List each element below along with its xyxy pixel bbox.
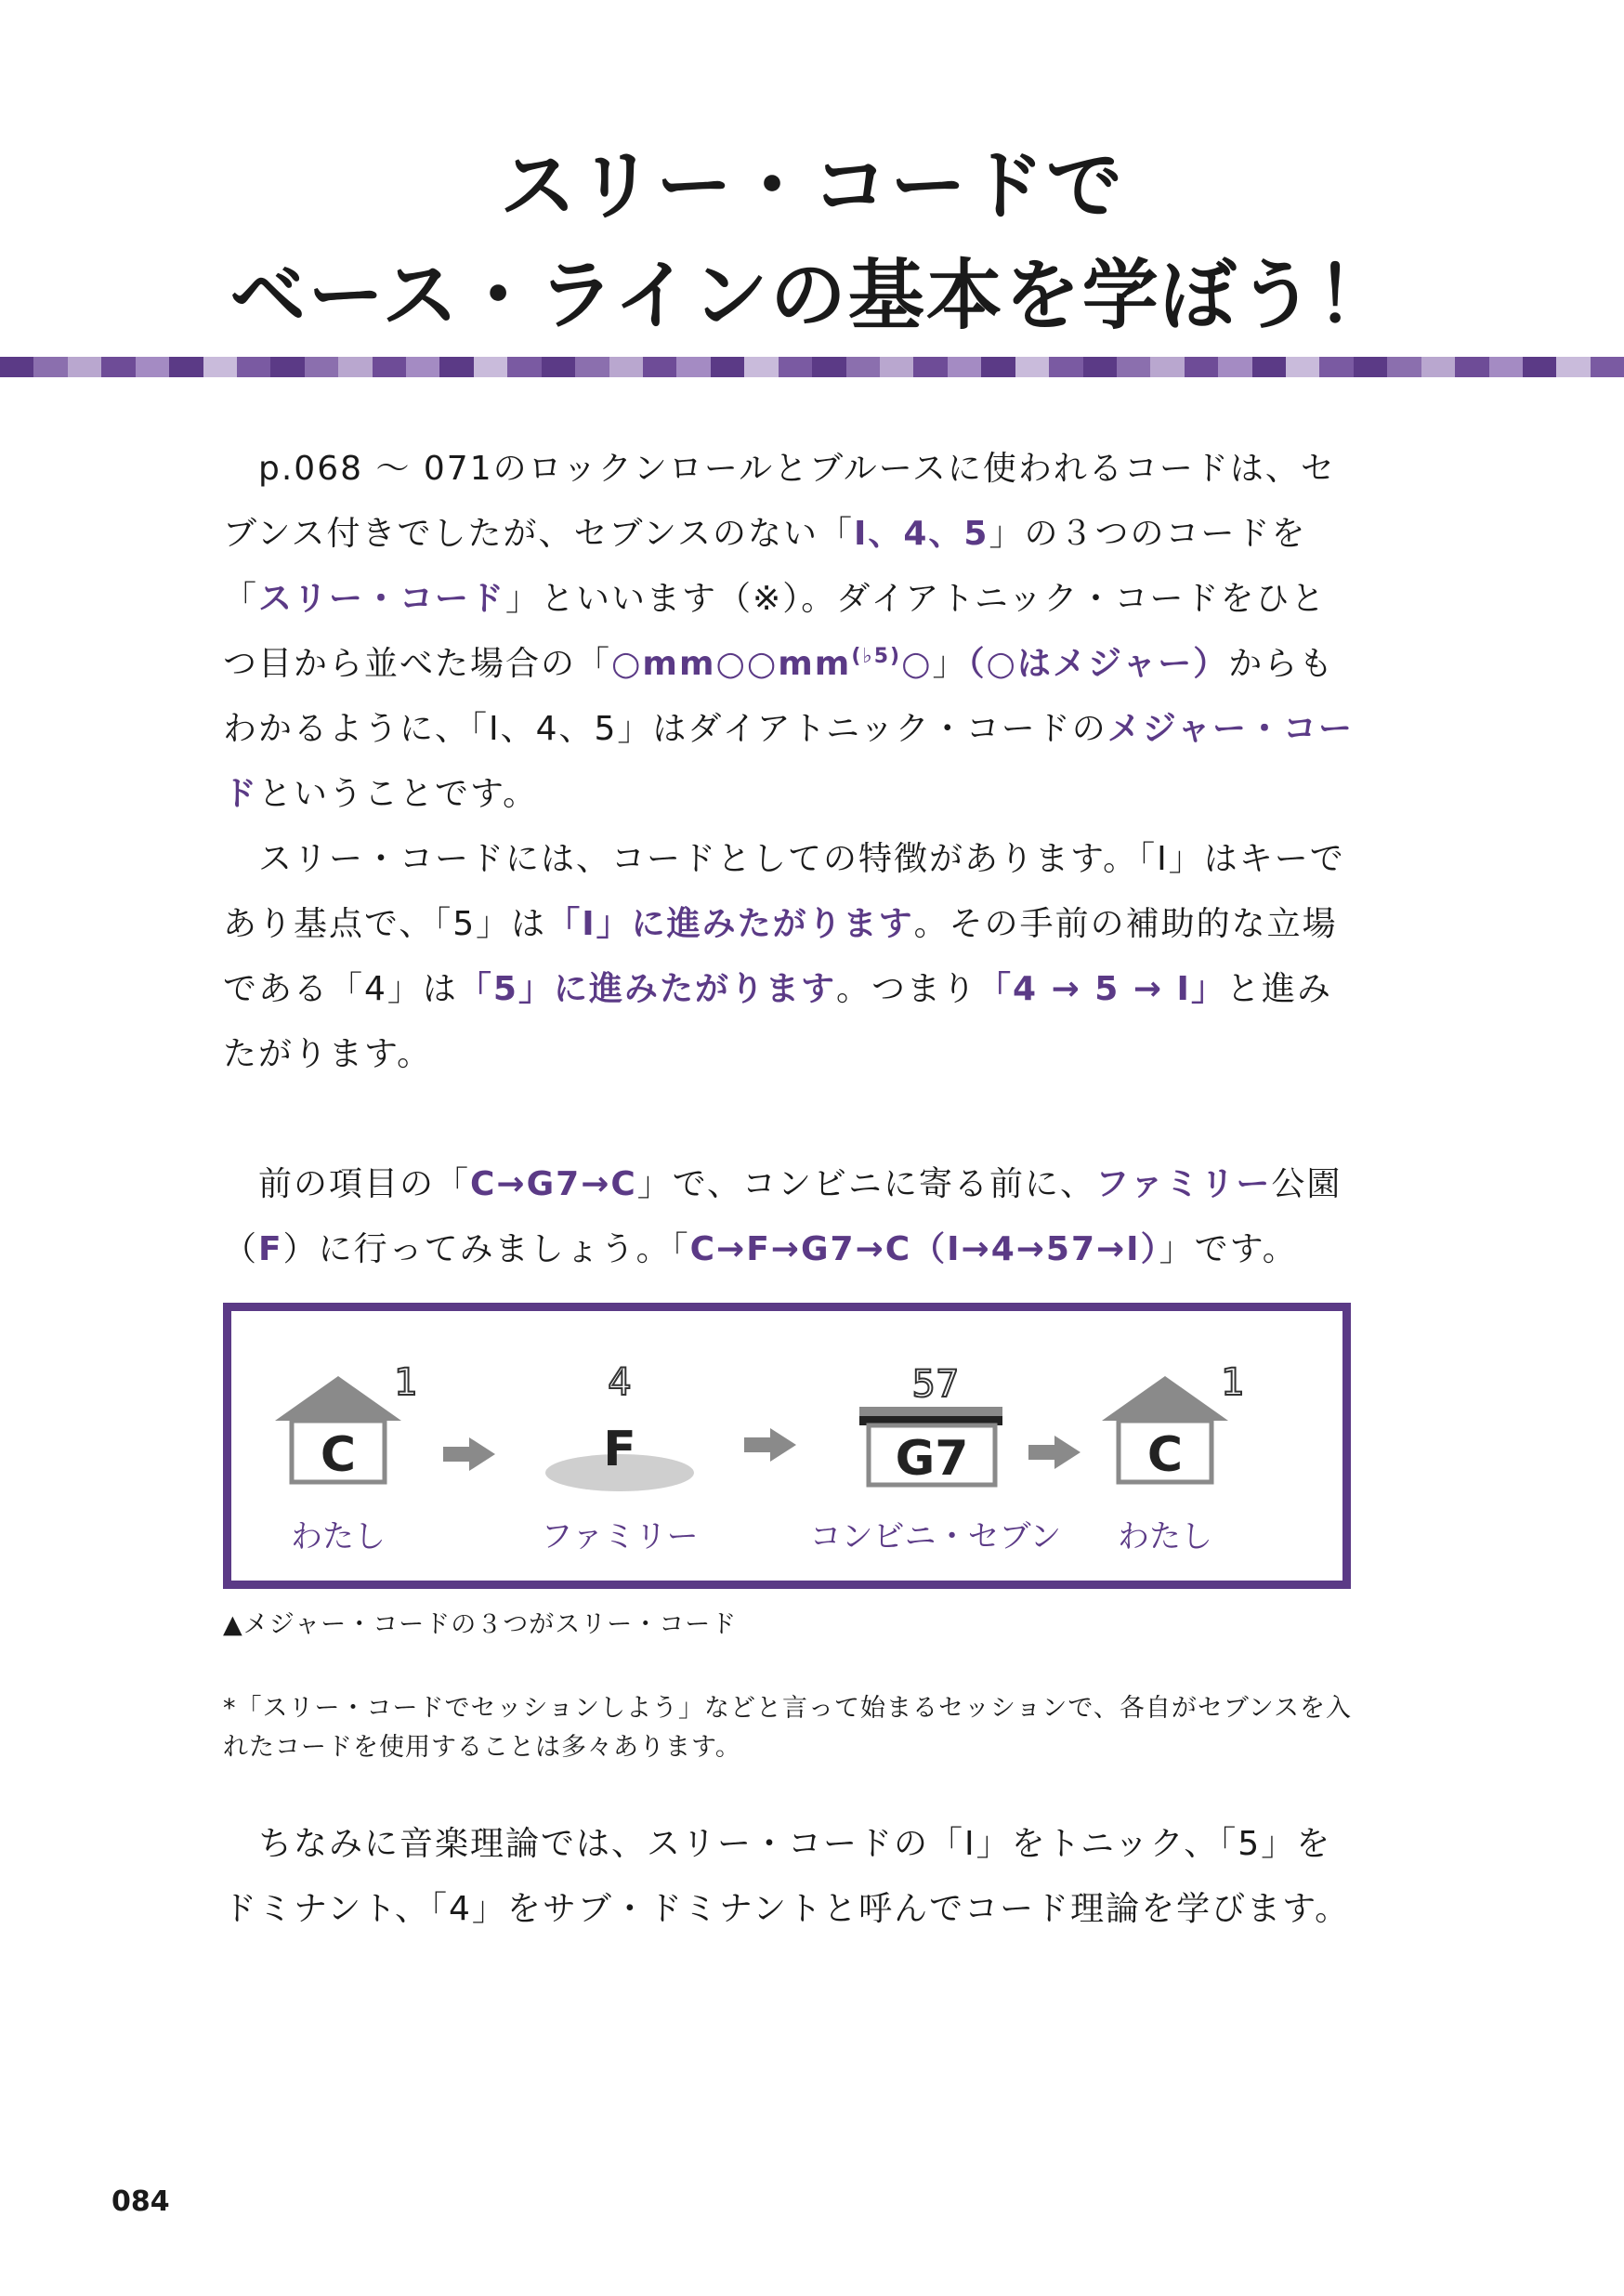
stripe-segment bbox=[406, 357, 439, 377]
stripe-segment bbox=[338, 357, 372, 377]
stripe-segment bbox=[913, 357, 947, 377]
stripe-segment bbox=[373, 357, 406, 377]
diagram-caption: ▲メジャー・コードの３つがスリー・コード bbox=[223, 1610, 738, 1639]
stripe-segment bbox=[1591, 357, 1624, 377]
highlight-text: 「Ⅰ」に進みたがります bbox=[546, 905, 914, 943]
stripe-segment bbox=[474, 357, 507, 377]
highlight-text: Ⅰ、4、5 bbox=[853, 515, 989, 553]
stripe-segment bbox=[948, 357, 981, 377]
highlight-text: （○はメジャー） bbox=[967, 645, 1229, 683]
chord-name: F bbox=[603, 1422, 636, 1477]
stripe-segment bbox=[1523, 357, 1556, 377]
text-run: 」です。 bbox=[1159, 1230, 1298, 1268]
chord-label: ファミリー bbox=[541, 1518, 699, 1555]
footnote: *「スリー・コードでセッションしよう」などと言って始まるセッションで、各自がセブンスを入れたコードを使用することは多々あります。 bbox=[223, 1694, 1352, 1762]
paragraph-three-chords bbox=[223, 437, 1356, 827]
stripe-segment bbox=[169, 357, 203, 377]
stripe-segment bbox=[1421, 357, 1455, 377]
text-run: 。つまり bbox=[835, 970, 977, 1008]
stripe-segment bbox=[1185, 357, 1218, 377]
text-run: ちなみに音楽理論では、スリー・コードの「Ⅰ」をトニック、「5」をドミナント、「4」をサブ・ドミナントと呼んでコード理論を学びます。 bbox=[223, 1825, 1351, 1928]
text-run: からもわかるように、「Ⅰ、4、5」はダイアトニック・コードの bbox=[223, 645, 1335, 748]
arrow-right-icon bbox=[744, 1428, 796, 1462]
highlight-text: ファミリー bbox=[1095, 1165, 1272, 1203]
text-run: スリー・コードには、コードとしての特徴があります。「Ⅰ」はキーであり基点で、「5」は bbox=[223, 840, 1345, 943]
stripe-segment bbox=[1387, 357, 1421, 377]
degree-label: 57 bbox=[911, 1363, 960, 1406]
text-run: 前の項目の「 bbox=[223, 1165, 471, 1203]
page-number: 084 bbox=[111, 2185, 170, 2218]
highlight-text: ○ bbox=[901, 645, 933, 683]
stripe-segment bbox=[1049, 357, 1082, 377]
stripe-segment bbox=[1319, 357, 1353, 377]
stripe-segment bbox=[68, 357, 101, 377]
stripe-segment bbox=[1015, 357, 1049, 377]
highlight-text: C→F→G7→C（Ⅰ→4→57→Ⅰ） bbox=[689, 1230, 1159, 1268]
stripe-segment bbox=[1556, 357, 1590, 377]
stripe-segment bbox=[203, 357, 237, 377]
chord-name: C bbox=[320, 1427, 357, 1483]
page-title-line-2: ベース・ラインの基本を学ぼう！ bbox=[229, 252, 1395, 340]
stripe-segment bbox=[439, 357, 473, 377]
paragraph-theory bbox=[223, 1812, 1356, 1942]
stripe-segment bbox=[1150, 357, 1184, 377]
stripe-segment bbox=[1083, 357, 1117, 377]
stripe-segment bbox=[609, 357, 643, 377]
stripe-segment bbox=[981, 357, 1015, 377]
stripe-segment bbox=[575, 357, 609, 377]
stripe-segment bbox=[643, 357, 676, 377]
stripe-segment bbox=[1286, 357, 1319, 377]
highlight-text: 「5」に進みたがります bbox=[457, 970, 836, 1008]
stripe-segment bbox=[1455, 357, 1488, 377]
highlight-text: F bbox=[258, 1230, 283, 1268]
chord-label: コンビニ・セブン bbox=[809, 1518, 1062, 1555]
stripe-segment bbox=[101, 357, 135, 377]
degree-label: 1 bbox=[1221, 1361, 1245, 1404]
highlight-text: (♭5) bbox=[851, 645, 902, 668]
stripe-segment bbox=[880, 357, 913, 377]
chord-name: C bbox=[1146, 1427, 1184, 1483]
stripe-segment bbox=[1117, 357, 1150, 377]
stripe-segment bbox=[136, 357, 169, 377]
text-run: と進みたがります。 bbox=[223, 970, 1332, 1073]
text-run: 」で、コンビニに寄る前に、 bbox=[636, 1165, 1096, 1203]
text-run: 。その手前の補助的な立場である「4」は bbox=[223, 905, 1338, 1008]
paragraph-progression bbox=[223, 1152, 1356, 1282]
text-run: 」といいます（※）。ダイアトニック・コードをひとつ目から並べた場合の「 bbox=[223, 580, 1327, 683]
decorative-stripe bbox=[0, 357, 1624, 377]
text-run: 公園（ bbox=[223, 1165, 1342, 1268]
stripe-segment bbox=[542, 357, 575, 377]
page-title-line-1: スリー・コードで bbox=[499, 142, 1124, 230]
text-run: 」 bbox=[932, 645, 968, 683]
stripe-segment bbox=[711, 357, 744, 377]
stripe-segment bbox=[812, 357, 845, 377]
text-run: ということです。 bbox=[258, 775, 539, 813]
chord-label: わたし bbox=[291, 1518, 386, 1555]
degree-label: 4 bbox=[608, 1361, 632, 1404]
stripe-segment bbox=[1354, 357, 1387, 377]
highlight-text: C→G7→C bbox=[470, 1165, 637, 1203]
highlight-text: ○mm○○mm bbox=[611, 645, 852, 683]
text-run: ）に行ってみましょう。「 bbox=[282, 1230, 690, 1268]
stripe-segment bbox=[846, 357, 880, 377]
stripe-segment bbox=[1218, 357, 1251, 377]
chord-name: G7 bbox=[895, 1431, 969, 1487]
stripe-segment bbox=[744, 357, 778, 377]
chord-diagram-box bbox=[223, 1303, 1351, 1589]
stripe-segment bbox=[237, 357, 270, 377]
text-run: p.068 ～ 071のロックンロールとブルースに使われるコードは、セブンス付きでしたが、セブンスのない「 bbox=[223, 450, 1336, 553]
chord-label: わたし bbox=[1118, 1518, 1212, 1555]
stripe-segment bbox=[33, 357, 67, 377]
chord-diagram bbox=[231, 1311, 1342, 1581]
degree-label: 1 bbox=[394, 1361, 418, 1404]
stripe-segment bbox=[0, 357, 33, 377]
highlight-text: スリー・コード bbox=[258, 580, 506, 618]
stripe-segment bbox=[676, 357, 710, 377]
stripe-segment bbox=[1489, 357, 1523, 377]
stripe-segment bbox=[270, 357, 304, 377]
stripe-segment bbox=[507, 357, 541, 377]
arrow-right-icon bbox=[1028, 1436, 1080, 1469]
arrow-right-icon bbox=[443, 1437, 495, 1471]
text-run: 」の３つのコードを「 bbox=[223, 515, 1307, 618]
highlight-text: 「4 → 5 → Ⅰ」 bbox=[976, 970, 1226, 1008]
paragraph-chord-tendency bbox=[223, 827, 1356, 1087]
stripe-segment bbox=[1252, 357, 1286, 377]
stripe-segment bbox=[779, 357, 812, 377]
stripe-segment bbox=[305, 357, 338, 377]
highlight-text: メジャー・コード bbox=[223, 710, 1355, 813]
